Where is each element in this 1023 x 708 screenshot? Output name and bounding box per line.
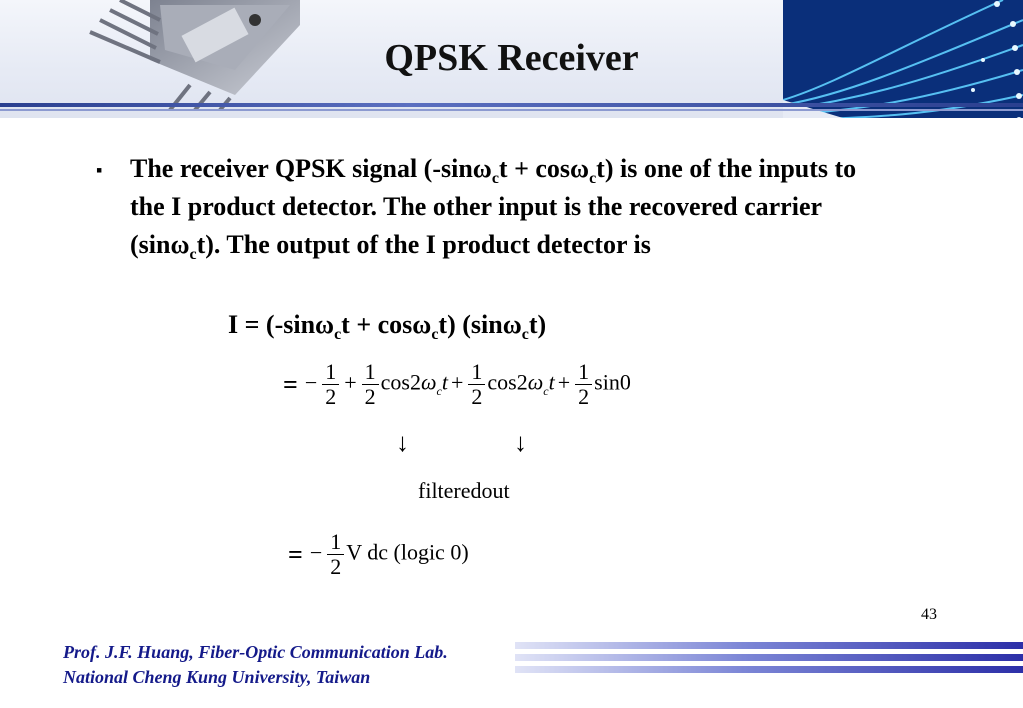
fraction-half-4 <box>575 360 592 409</box>
header-divider-thin <box>0 109 1023 111</box>
para-sub-3: c <box>189 246 197 263</box>
t-1: t <box>441 369 448 395</box>
bullet-paragraph <box>130 150 870 264</box>
bullet-marker: ▪ <box>96 160 103 180</box>
frac-num: 1 <box>322 360 339 385</box>
frac-den: 2 <box>330 554 342 579</box>
result-equation <box>288 530 469 579</box>
fraction-half-1 <box>322 360 339 409</box>
cos-term-1: cos2 <box>380 369 421 395</box>
sin-term: sin <box>594 369 620 395</box>
footer-line-2: National Cheng Kung University, Taiwan <box>63 667 371 687</box>
eq1-minus: − <box>304 369 318 395</box>
para-sub-2: c <box>589 170 597 187</box>
vdc-text: V dc (logic 0) <box>346 539 469 565</box>
eq2-equals: = <box>288 539 303 569</box>
i-eq-a: I = (-sinω <box>228 310 335 339</box>
header-band <box>0 0 1023 118</box>
page-number: 43 <box>921 606 937 623</box>
eq1-plus-3: + <box>557 369 571 395</box>
frac-num: 1 <box>468 360 485 385</box>
footer-bar <box>515 642 1023 649</box>
omega-sub-2: c <box>543 383 549 398</box>
para-text-1: The receiver QPSK signal (-sinω <box>130 154 492 183</box>
eq1-equals: = <box>283 369 298 399</box>
fraction-half-2 <box>362 360 379 409</box>
omega-sub-1: c <box>436 383 442 398</box>
eq1-plus-2: + <box>451 369 464 395</box>
frac-num: 1 <box>575 360 592 385</box>
footer-bar <box>515 654 1023 661</box>
eq1-plus-1: + <box>344 369 357 395</box>
header-divider <box>0 103 1023 107</box>
fraction-half-3 <box>468 360 485 409</box>
eq2-minus: − <box>309 539 323 565</box>
frac-num: 1 <box>362 360 379 385</box>
expanded-equation <box>283 360 631 409</box>
i-equation-line <box>228 310 547 343</box>
sin-arg: 0 <box>619 369 631 395</box>
frac-den: 2 <box>471 384 483 409</box>
i-eq-d: t) <box>528 310 547 339</box>
para-sub-1: c <box>491 170 499 187</box>
i-eq-b-sub: c <box>431 326 439 343</box>
para-text-2: t + cosω <box>498 154 590 183</box>
i-eq-c: t) (sinω <box>438 310 522 339</box>
i-eq-b: t + cosω <box>341 310 432 339</box>
cos-term-2: cos2 <box>487 369 528 395</box>
slide-title: QPSK Receiver <box>384 37 639 79</box>
omega-1: ω <box>421 369 437 395</box>
frac-den: 2 <box>578 384 590 409</box>
down-arrow-1: ↓ <box>396 428 409 457</box>
down-arrow-2: ↓ <box>514 428 527 457</box>
para-text-4: t). The output of the I product detector is <box>196 230 651 259</box>
frac-den: 2 <box>364 384 376 409</box>
footer-decoration <box>515 642 1023 676</box>
footer-bar <box>515 666 1023 673</box>
i-eq-a-sub: c <box>334 326 342 343</box>
frac-num: 1 <box>327 530 344 555</box>
para-text-3: t) is one of the inputs to the I product detector. The other input is the recovered carrier (sinω <box>130 154 857 259</box>
filtered-out-label: filteredout <box>418 478 510 503</box>
fraction-half-result <box>327 530 344 579</box>
frac-den: 2 <box>325 384 337 409</box>
footer-line-1: Prof. J.F. Huang, Fiber-Optic Communication Lab. <box>63 642 448 662</box>
footer-credit <box>63 640 448 690</box>
i-eq-c-sub: c <box>521 326 529 343</box>
omega-2: ω <box>527 369 544 395</box>
t-2: t <box>548 369 555 395</box>
